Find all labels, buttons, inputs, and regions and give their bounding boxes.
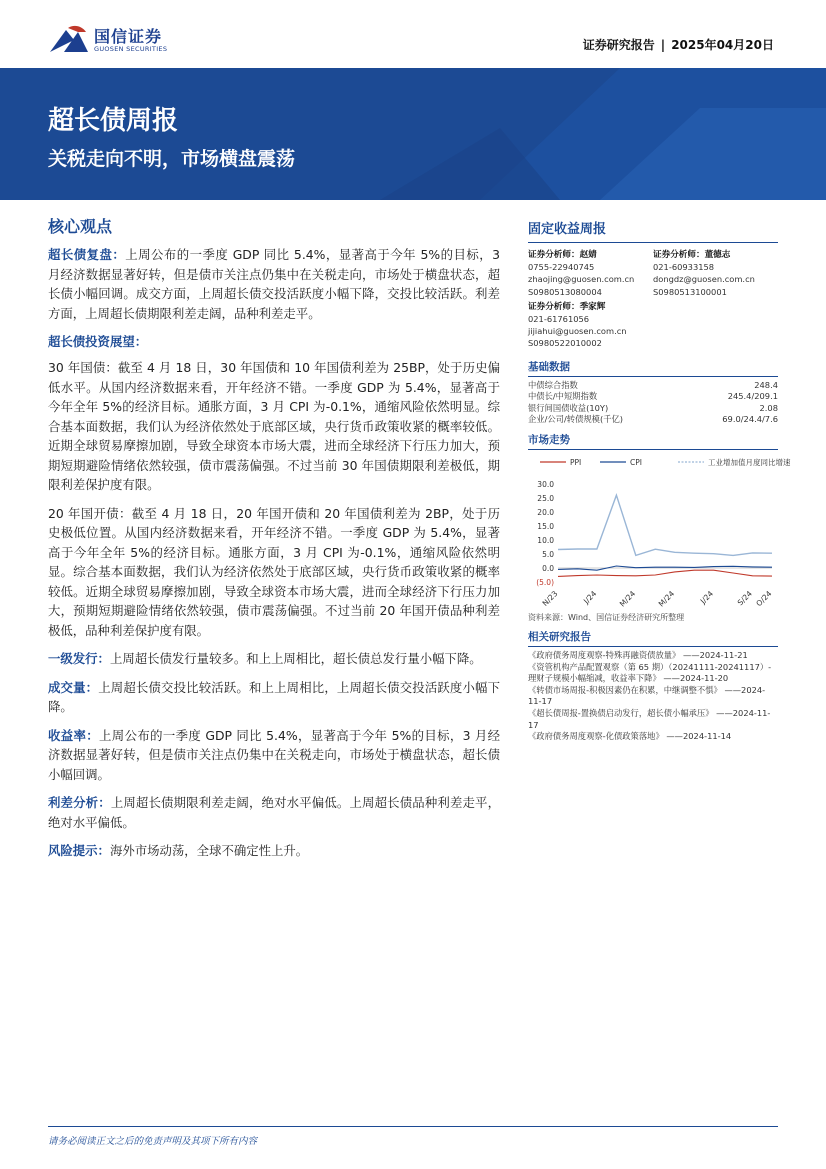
legend-label: PPI [570, 458, 582, 467]
basic-label: 银行间国债收益(10Y) [528, 402, 609, 413]
sidebar-title: 固定收益周报 [528, 218, 778, 243]
related-report-link[interactable]: 《超长债周报-置换债启动发行，超长债小幅承压》 ——2024-11-17 [528, 707, 771, 730]
analyst-cert: S0980513080004 [528, 286, 602, 297]
analyst-cert: S0980522010002 [528, 338, 602, 349]
basic-data-row [528, 380, 778, 392]
issuance-lead: 一级发行： [48, 651, 110, 666]
related-report-link[interactable]: 《资管机构产品配置观察（第 65 期）（20241111-20241117）-理财子规模小幅缩减，收益率下降》 ——2024-11-20 [528, 661, 772, 684]
issuance-text: 上周超长债发行量较多。和上上周相比，超长债总发行量小幅下降。 [109, 651, 482, 666]
issuance-paragraph [48, 649, 500, 669]
spread-lead: 利差分析： [48, 795, 111, 810]
basic-data-table [528, 380, 778, 426]
basic-data-row [528, 391, 778, 403]
core-views-title: 核心观点 [48, 217, 113, 236]
analyst-email[interactable]: jijiahui@guosen.com.cn [528, 326, 627, 337]
sidebar [528, 218, 791, 743]
report-subtitle: 关税走向不明，市场横盘震荡 [48, 148, 296, 170]
analyst-name: 证券分析师：季家辉 [528, 301, 606, 312]
x-tick-label: J/24 [698, 589, 716, 606]
yield-text: 上周公布的一季度 GDP 同比 5.4%，显著高于今年 5%的目标，3 月经济数据显著好转，但是债市关注点仍集中在关税走向，市场处于横盘状态，超长债小幅回调。 [48, 727, 501, 782]
basic-data-row [528, 414, 778, 426]
related-reports-title: 相关研究报告 [528, 629, 778, 647]
related-reports-list [528, 650, 778, 743]
related-report-link[interactable]: 《政府债务周度观察-特殊再融资债放量》 ——2024-11-21 [528, 650, 748, 660]
analyst-name: 证券分析师：赵婧 [528, 250, 597, 260]
analyst-name: 证券分析师：董德志 [653, 250, 731, 260]
x-tick-label: N/23 [540, 589, 560, 608]
yield-lead: 收益率： [48, 727, 100, 743]
y-tick-label: 10.0 [537, 536, 554, 545]
report-meta [583, 36, 774, 53]
page-header [0, 0, 826, 68]
legend-label: CPI [630, 458, 642, 467]
analyst-email[interactable]: dongdz@guosen.com.cn [653, 274, 755, 285]
guosen-logo-icon [48, 22, 90, 56]
basic-label: 中债综合指数 [528, 379, 578, 390]
x-tick-label: M/24 [656, 589, 677, 609]
basic-value: 248.4 [754, 379, 778, 390]
x-tick-label: O/24 [754, 589, 774, 609]
outlook-20y-paragraph: 20 年国开债：截至 4 月 18 日，20 年国开债和 20 年国债利差为 2BP，处于历史极低位置。从国内经济数据来看，开年经济不错。一季度 GDP 为 5.4%，显著高于今年全年 5%的经济目标。通胀方面，3 月 CPI 为-0.1%，通缩风险依然明显。综合基本面数据，我们认为经济依然处于底部区域，央行货币政策收紧的概率较低。近期全球贸易摩擦加剧，导致全球资本市场大震，进而全球经济下行压力加大，预期短期避险情绪依然较强，债市震荡偏强。不过当前 20 年国开债品种利差极低，品种利差保护度有限。 [48, 505, 500, 638]
risk-lead: 风险提示： [48, 843, 110, 858]
outlook-30y-paragraph: 30 年国债：截至 4 月 18 日，30 年国债和 10 年国债利差为 25BP，处于历史偏低水平。从国内经济数据来看，开年经济不错。一季度 GDP 为 5.4%，显著高于今年全年 5%的经济目标。通胀方面，3 月 CPI 为-0.1%，通缩风险依然明显。综合基本面数据，我们认为经济依然处于底部区域，央行货币政策收紧的概率较低。近期全球贸易摩擦加剧，导致全球资本市场大震，进而全球经济下行压力加大，预期短期避险情绪依然较强，债市震荡偏强。不过当前 30 年国债期限利差极低，期限利差保护度有限。 [48, 360, 500, 492]
spread-text: 上周超长债期限利差走阔，绝对水平偏低。上周超长债品种利差走平，绝对水平偏低。 [48, 795, 501, 830]
basic-label: 企业/公司/转债规模(千亿) [528, 414, 624, 425]
y-tick-label: 30.0 [537, 480, 554, 489]
core-views [48, 214, 500, 861]
analyst-card [528, 301, 653, 350]
x-tick-label: J/24 [581, 589, 599, 606]
analyst-card [653, 249, 778, 298]
outlook-heading: 超长债投资展望： [48, 334, 148, 349]
yield-paragraph [48, 726, 500, 785]
x-tick-label: S/24 [735, 589, 754, 608]
basic-value: 245.4/209.1 [727, 391, 778, 402]
related-report-link[interactable]: 《政府债务周度观察-化债政策落地》 ——2024-11-14 [528, 731, 732, 742]
trend-chart-svg [528, 454, 791, 609]
logo-text-en: GUOSEN SECURITIES [94, 45, 168, 53]
volume-paragraph [48, 678, 500, 717]
y-tick-label: 25.0 [537, 494, 554, 503]
guosen-logo [48, 22, 198, 58]
series-line-工业增加值月度同比增速 [558, 495, 772, 555]
analyst-cert: S0980513100001 [653, 286, 727, 297]
analyst-phone: 021-61761056 [528, 314, 590, 325]
header-separator: | [660, 38, 666, 52]
analyst-card [528, 249, 653, 298]
report-title: 超长债周报 [48, 106, 179, 136]
basic-value: 2.08 [759, 402, 778, 413]
y-tick-label: (5.0) [536, 578, 554, 587]
basic-data-title: 基础数据 [528, 359, 778, 377]
analyst-phone: 0755-22940745 [528, 262, 595, 273]
disclaimer-footer: 请务必阅读正文之后的免责声明及其项下所有内容 [48, 1126, 778, 1147]
y-tick-label: 5.0 [542, 550, 554, 559]
spread-paragraph [48, 793, 500, 832]
analyst-phone: 021-60933158 [653, 262, 715, 273]
volume-lead: 成交量： [48, 679, 99, 695]
review-paragraph [48, 245, 500, 323]
x-tick-label: M/24 [617, 589, 638, 609]
analyst-list [528, 249, 778, 353]
report-date: 2025年04月20日 [671, 38, 774, 52]
basic-label: 中债长/中短期指数 [528, 391, 598, 402]
report-type: 证券研究报告 [582, 38, 655, 52]
risk-text: 海外市场动荡，全球不确定性上升。 [109, 843, 309, 858]
review-text: 上周公布的一季度 GDP 同比 5.4%，显著高于今年 5%的目标，3 月经济数据显著好转，但是债市关注点仍集中在关税走向，市场处于横盘状态，超长债小幅回调。成交方面，上周超长债交投活跃度小幅下降，交投比较活跃。利差方面，上周超长债期限利差走阔，品种利差走平。 [48, 247, 500, 321]
risk-paragraph [48, 841, 500, 861]
legend-label: 工业增加值月度同比增速 [708, 458, 791, 467]
y-tick-label: 15.0 [537, 522, 554, 531]
related-report-link[interactable]: 《转债市场周报-积极因素仍在积累，中继调整不惧》 ——2024-11-17 [528, 684, 766, 707]
basic-data-row [528, 403, 778, 415]
market-trend-title: 市场走势 [528, 432, 778, 450]
logo-text-cn: 国信证券 [94, 27, 163, 46]
volume-text: 上周超长债交投比较活跃。和上上周相比，上周超长债交投活跃度小幅下降。 [48, 679, 501, 714]
title-banner [0, 68, 826, 200]
analyst-email[interactable]: zhaojing@guosen.com.cn [528, 274, 635, 285]
market-trend-chart [528, 454, 791, 609]
review-lead: 超长债复盘： [48, 247, 126, 262]
series-line-PPI [558, 570, 772, 576]
y-tick-label: 0.0 [542, 564, 554, 573]
chart-source: 资料来源：Wind、国信证券经济研究所整理 [528, 613, 685, 622]
basic-value: 69.0/24.4/7.6 [722, 414, 778, 425]
y-tick-label: 20.0 [537, 508, 554, 517]
